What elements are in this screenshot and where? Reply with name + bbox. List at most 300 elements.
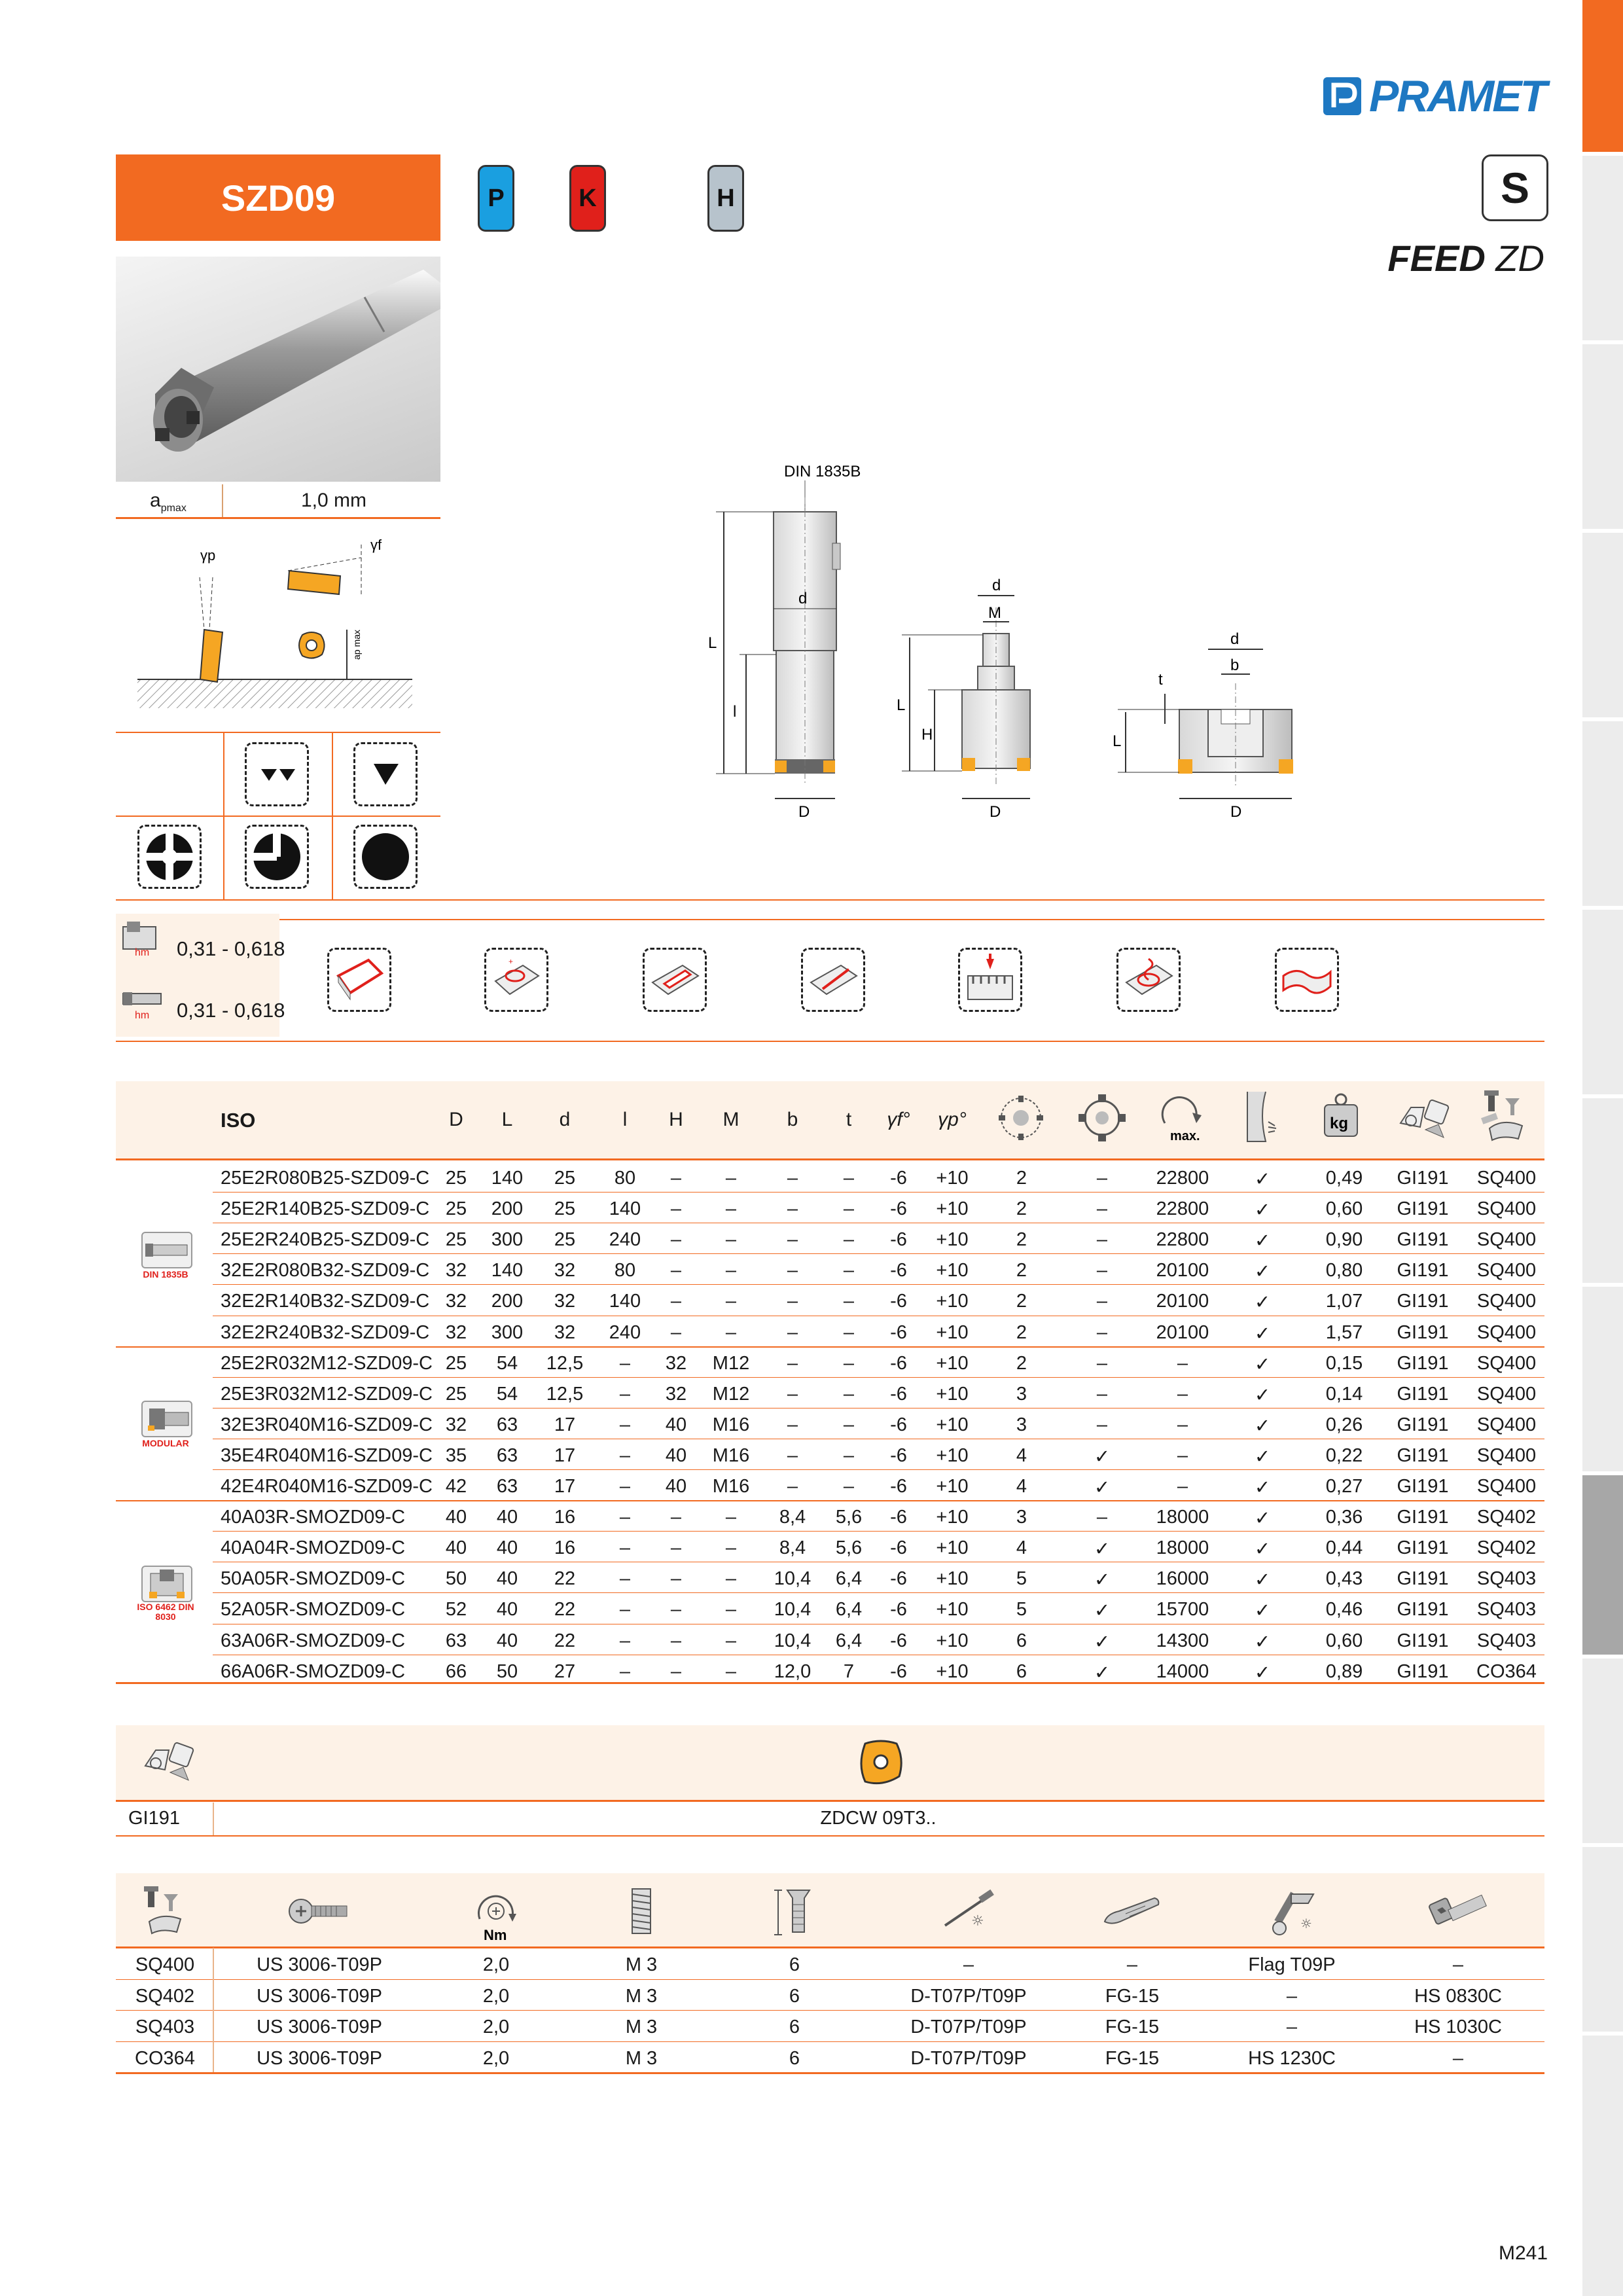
cell-b-value: 12,0: [774, 1660, 812, 1682]
cell-gamma-f: -6: [890, 1383, 907, 1405]
cell-b-value: 8,4: [779, 1537, 806, 1559]
cell-length-l: –: [619, 1599, 631, 1621]
hm-shank-icon: [120, 983, 164, 1020]
cell-gamma-f: -6: [890, 1476, 907, 1497]
torque-icon: [467, 1885, 526, 1947]
cell-iso-code: 66A06R-SMOZD09-C: [221, 1660, 406, 1682]
cell-length-l: –: [619, 1444, 631, 1466]
cell-gamma-p: +10: [936, 1660, 969, 1682]
acc-screw-length: 6: [789, 2017, 800, 2037]
cell-l-value: 140: [491, 1260, 524, 1282]
cell-m-thread: –: [725, 1198, 737, 1220]
cell-cooling-check: ✓: [1254, 1570, 1271, 1591]
cell-weight: 0,89: [1325, 1660, 1363, 1682]
cell-gamma-p: +10: [936, 1444, 969, 1466]
cell-b-value: –: [787, 1291, 798, 1312]
side-tab-active[interactable]: [1582, 0, 1623, 152]
cell-gamma-p: +10: [936, 1229, 969, 1251]
svg-text:D: D: [1230, 803, 1242, 821]
cell-length-l: 240: [609, 1229, 641, 1251]
cell-gamma-f: -6: [890, 1507, 907, 1528]
svg-text:l: l: [733, 703, 737, 721]
acc-thread: M 3: [625, 1985, 658, 2007]
cell-weight: 0,44: [1325, 1537, 1363, 1559]
cell-teeth: 6: [1016, 1630, 1027, 1651]
material-badge-h: H: [707, 165, 744, 232]
acc-parts-code: SQ400: [135, 1954, 195, 1975]
cell-h-value: –: [670, 1321, 682, 1343]
cell-l-value: 40: [496, 1507, 518, 1528]
cell-length-l: 140: [609, 1291, 641, 1312]
screw-length-icon: [772, 1885, 817, 1943]
cell-cooling-check: ✓: [1254, 1631, 1271, 1653]
cell-b-value: –: [787, 1229, 798, 1251]
screwdriver-icon: [936, 1885, 1001, 1941]
acc-key-handle: FG-15: [1105, 2047, 1160, 2069]
cell-parts-code: CO364: [1476, 1660, 1537, 1682]
cell-length-l: –: [619, 1507, 631, 1528]
cell-weight: 0,15: [1325, 1352, 1363, 1374]
side-tab-8[interactable]: [1582, 1287, 1623, 1471]
cell-h-value: –: [670, 1630, 682, 1651]
cell-iso-code: 25E2R140B25-SZD09-C: [221, 1198, 430, 1220]
cell-h-value: –: [670, 1568, 682, 1590]
ramping-single-icon: [353, 742, 418, 806]
acc-thread: M 3: [625, 2017, 658, 2037]
cell-teeth: 5: [1016, 1568, 1027, 1590]
cell-max-rpm: 22800: [1156, 1168, 1209, 1189]
cell-parts-code: SQ400: [1476, 1229, 1537, 1251]
cell-max-rpm: –: [1177, 1383, 1188, 1405]
cell-coolant: –: [1096, 1414, 1108, 1435]
cell-shank-d: 17: [554, 1476, 576, 1497]
cell-h-value: –: [670, 1537, 682, 1559]
cell-b-value: –: [787, 1383, 798, 1405]
col-M: M: [722, 1109, 740, 1130]
cell-iso-code: 32E2R140B32-SZD09-C: [221, 1291, 430, 1312]
cell-coolant: –: [1096, 1507, 1108, 1528]
svg-text:L: L: [897, 696, 906, 714]
teeth-count-icon: [995, 1092, 1047, 1144]
cell-h-value: 32: [665, 1352, 687, 1374]
cell-m-thread: –: [725, 1229, 737, 1251]
acc-screwdriver: D-T07P/T09P: [910, 1985, 1027, 2007]
ap-max-label: ap max: [351, 630, 362, 660]
cell-t-value: –: [843, 1291, 855, 1312]
cell-weight: 0,80: [1325, 1260, 1363, 1282]
cell-length-l: –: [619, 1476, 631, 1497]
cell-t-value: 6,4: [835, 1568, 863, 1590]
cell-l-value: 200: [491, 1198, 524, 1220]
side-tab-3[interactable]: [1582, 344, 1623, 529]
acc-screwdriver: D-T07P/T09P: [910, 2017, 1027, 2037]
cell-m-thread: M16: [712, 1476, 750, 1497]
cell-d-value: 35: [445, 1444, 467, 1466]
svg-text:t: t: [1158, 671, 1163, 689]
cell-t-value: –: [843, 1198, 855, 1220]
group-label-iso: ISO 6462 DIN 8030: [137, 1602, 194, 1622]
cell-t-value: –: [843, 1444, 855, 1466]
cell-cooling-check: ✓: [1254, 1323, 1271, 1344]
cell-cooling-check: ✓: [1254, 1354, 1271, 1375]
insert-band: [116, 1725, 1544, 1800]
cell-l-value: 40: [496, 1630, 518, 1651]
thread-icon: [622, 1885, 661, 1941]
svg-text:+: +: [508, 957, 514, 966]
cell-weight: 0,26: [1325, 1414, 1363, 1435]
cell-gamma-f: -6: [890, 1537, 907, 1559]
ap-label: $a_{pmax}$: [150, 490, 187, 514]
din-1835b-shank-icon: [141, 1232, 192, 1268]
acc-screwdriver: D-T07P/T09P: [910, 2047, 1027, 2069]
cell-parts-code: SQ403: [1476, 1568, 1537, 1590]
cell-t-value: 6,4: [835, 1630, 863, 1651]
cell-d-value: 32: [445, 1291, 467, 1312]
cell-insert-code: GI191: [1397, 1599, 1449, 1621]
cell-d-value: 42: [445, 1476, 467, 1497]
cell-m-thread: –: [725, 1321, 737, 1343]
acc-torque: 2,0: [482, 1954, 510, 1975]
cell-t-value: –: [843, 1414, 855, 1435]
svg-text:☼: ☼: [1300, 1916, 1312, 1931]
cell-l-value: 40: [496, 1599, 518, 1621]
cell-d-value: 63: [445, 1630, 467, 1651]
acc-flag-key: –: [1286, 1985, 1298, 2007]
cell-parts-code: SQ400: [1476, 1198, 1537, 1220]
side-tab-6[interactable]: [1582, 910, 1623, 1094]
cell-l-value: 54: [496, 1383, 518, 1405]
cell-shank-d: 25: [554, 1198, 576, 1220]
group-label-din: DIN 1835B: [143, 1269, 188, 1280]
cell-m-thread: M16: [712, 1444, 750, 1466]
cell-gamma-p: +10: [936, 1630, 969, 1651]
svg-text:☼: ☼: [971, 1913, 984, 1929]
cell-gamma-p: +10: [936, 1383, 969, 1405]
insert-ref-icon: [1394, 1090, 1453, 1149]
cell-iso-code: 25E2R032M12-SZD09-C: [221, 1352, 433, 1374]
cell-l-value: 63: [496, 1414, 518, 1435]
acc-screw-length: 6: [789, 1954, 800, 1975]
cell-max-rpm: –: [1177, 1352, 1188, 1374]
cell-cooling-check: ✓: [1254, 1261, 1271, 1283]
cell-b-value: –: [787, 1476, 798, 1497]
product-family: [1348, 237, 1544, 279]
svg-text:L: L: [708, 634, 717, 652]
cell-cooling-check: ✓: [1254, 1477, 1271, 1498]
cell-gamma-p: +10: [936, 1291, 969, 1312]
modular-icon: [141, 1401, 192, 1437]
cell-insert-code: GI191: [1397, 1537, 1449, 1559]
cell-length-l: –: [619, 1352, 631, 1374]
cell-cooling-check: ✓: [1254, 1662, 1271, 1683]
ap-row: [116, 484, 440, 519]
cell-t-value: –: [843, 1383, 855, 1405]
cell-coolant: ✓: [1094, 1570, 1111, 1591]
cell-m-thread: –: [725, 1291, 737, 1312]
cell-teeth: 4: [1016, 1444, 1027, 1466]
cell-shank-d: 22: [554, 1630, 576, 1651]
cell-iso-code: 25E2R240B25-SZD09-C: [221, 1229, 430, 1251]
cell-parts-code: SQ400: [1476, 1168, 1537, 1189]
zdcw-insert-icon: [853, 1736, 908, 1791]
cell-coolant: ✓: [1094, 1446, 1111, 1467]
acc-torque: 2,0: [482, 2017, 510, 2037]
cell-max-rpm: –: [1177, 1476, 1188, 1497]
acc-torque: 2,0: [482, 2047, 510, 2069]
cell-l-value: 54: [496, 1352, 518, 1374]
cell-shank-d: 25: [554, 1229, 576, 1251]
gamma-f-label: γf: [370, 537, 382, 553]
brand-logo: [1321, 73, 1547, 122]
cell-iso-code: 50A05R-SMOZD09-C: [221, 1568, 406, 1590]
cell-cooling-check: ✓: [1254, 1415, 1271, 1437]
cell-b-value: –: [787, 1260, 798, 1282]
cell-gamma-f: -6: [890, 1352, 907, 1374]
cell-teeth: 2: [1016, 1352, 1027, 1374]
cell-t-value: –: [843, 1321, 855, 1343]
cell-d-value: 25: [445, 1168, 467, 1189]
cell-teeth: 2: [1016, 1321, 1027, 1343]
hm-value-1: 0,31 - 0,618: [177, 937, 285, 960]
cell-h-value: 32: [665, 1383, 687, 1405]
cell-teeth: 2: [1016, 1229, 1027, 1251]
shell-mill-icon: [141, 1566, 192, 1602]
cell-h-value: –: [670, 1168, 682, 1189]
cell-cooling-check: ✓: [1254, 1508, 1271, 1530]
cell-weight: 0,43: [1325, 1568, 1363, 1590]
cell-gamma-p: +10: [936, 1168, 969, 1189]
cell-coolant: ✓: [1094, 1631, 1111, 1653]
cell-l-value: 40: [496, 1568, 518, 1590]
side-tab-current[interactable]: [1582, 1475, 1623, 1655]
cell-m-thread: –: [725, 1568, 737, 1590]
cell-iso-code: 32E2R240B32-SZD09-C: [221, 1321, 430, 1343]
cell-insert-code: GI191: [1397, 1260, 1449, 1282]
coolant-hole-icon: [1240, 1089, 1285, 1148]
col-gamma-f: γf°: [887, 1109, 910, 1130]
spare-parts-icon-2: [139, 1885, 191, 1941]
cell-weight: 1,57: [1325, 1321, 1363, 1343]
cell-max-rpm: 20100: [1156, 1321, 1209, 1343]
acc-insert-screw: US 3006-T09P: [257, 2047, 382, 2069]
acc-thread: M 3: [625, 2047, 658, 2069]
cell-gamma-f: -6: [890, 1291, 907, 1312]
cell-l-value: 200: [491, 1291, 524, 1312]
cell-l-value: 300: [491, 1321, 524, 1343]
acc-screw-length: 6: [789, 1985, 800, 2007]
cell-cooling-check: ✓: [1254, 1446, 1271, 1467]
cell-gamma-f: -6: [890, 1444, 907, 1466]
cell-cooling-check: ✓: [1254, 1384, 1271, 1406]
cell-shank-d: 17: [554, 1414, 576, 1435]
family-bold: FEED: [1387, 238, 1486, 279]
cell-gamma-p: +10: [936, 1352, 969, 1374]
acc-insert-screw: US 3006-T09P: [257, 2017, 382, 2037]
cell-max-rpm: –: [1177, 1444, 1188, 1466]
page-number: M241: [1499, 2242, 1548, 2264]
cell-gamma-p: +10: [936, 1537, 969, 1559]
cell-h-value: 40: [665, 1476, 687, 1497]
cell-length-l: 80: [614, 1168, 636, 1189]
cell-length-l: –: [619, 1660, 631, 1682]
cell-cooling-check: ✓: [1254, 1292, 1271, 1314]
cell-length-l: 80: [614, 1260, 636, 1282]
insert-key: GI191: [128, 1808, 180, 1829]
cell-weight: 0,46: [1325, 1599, 1363, 1621]
acc-parts-code: SQ402: [135, 1985, 195, 2007]
cell-insert-code: GI191: [1397, 1568, 1449, 1590]
cell-h-value: –: [670, 1660, 682, 1682]
cell-m-thread: M12: [712, 1383, 750, 1405]
side-tab-10[interactable]: [1582, 1659, 1623, 1843]
cell-length-l: –: [619, 1630, 631, 1651]
col-t: t: [846, 1109, 852, 1130]
col-l: l: [622, 1109, 628, 1130]
helical-pocket-icon: [1116, 948, 1181, 1012]
cell-insert-code: GI191: [1397, 1507, 1449, 1528]
cell-m-thread: M16: [712, 1414, 750, 1435]
side-tab-4[interactable]: [1582, 533, 1623, 717]
cell-d-value: 32: [445, 1414, 467, 1435]
cell-insert-code: GI191: [1397, 1476, 1449, 1497]
cell-max-rpm: 18000: [1156, 1507, 1209, 1528]
cell-coolant: ✓: [1094, 1600, 1111, 1622]
col-iso: ISO: [221, 1109, 256, 1132]
cell-coolant: –: [1096, 1291, 1108, 1312]
cell-shank-d: 17: [554, 1444, 576, 1466]
cell-insert-code: GI191: [1397, 1168, 1449, 1189]
cell-weight: 1,07: [1325, 1291, 1363, 1312]
side-tab-12[interactable]: [1582, 2036, 1623, 2296]
cell-insert-code: GI191: [1397, 1414, 1449, 1435]
cell-b-value: 10,4: [774, 1630, 812, 1651]
cell-gamma-f: -6: [890, 1198, 907, 1220]
cell-iso-code: 35E4R040M16-SZD09-C: [221, 1444, 433, 1466]
category-badge: S: [1482, 154, 1548, 221]
cell-m-thread: –: [725, 1537, 737, 1559]
hex-screw-icon: [1425, 1885, 1491, 1941]
cell-h-value: –: [670, 1260, 682, 1282]
cell-b-value: 10,4: [774, 1599, 812, 1621]
acc-key-handle: –: [1126, 1954, 1138, 1975]
acc-insert-screw: US 3006-T09P: [257, 1954, 382, 1975]
col-d: d: [559, 1109, 571, 1130]
cell-insert-code: GI191: [1397, 1198, 1449, 1220]
cell-parts-code: SQ402: [1476, 1507, 1537, 1528]
col-gamma-p: γp°: [938, 1109, 967, 1130]
col-D: D: [449, 1109, 463, 1130]
shoulder-icon: [801, 948, 865, 1012]
cell-t-value: –: [843, 1260, 855, 1282]
gamma-p-label: γp: [200, 547, 216, 564]
cell-parts-code: SQ400: [1476, 1476, 1537, 1497]
acc-hex-screw: HS 0830C: [1414, 1985, 1502, 2007]
svg-text:hm: hm: [135, 1010, 150, 1020]
brand-name: PRAMET: [1369, 71, 1546, 121]
cell-iso-code: 25E3R032M12-SZD09-C: [221, 1383, 433, 1405]
profiling-icon: [1275, 948, 1339, 1012]
acc-screwdriver: –: [963, 1954, 974, 1975]
cell-max-rpm: 22800: [1156, 1198, 1209, 1220]
cell-gamma-f: -6: [890, 1599, 907, 1621]
cell-m-thread: –: [725, 1260, 737, 1282]
din-label: DIN 1835B: [784, 463, 861, 480]
max-rpm-icon: [1153, 1090, 1212, 1149]
cell-insert-code: GI191: [1397, 1444, 1449, 1466]
cell-gamma-f: -6: [890, 1568, 907, 1590]
side-tab-2[interactable]: [1582, 156, 1623, 340]
cell-coolant: –: [1096, 1168, 1108, 1189]
hm-face-icon: [120, 920, 160, 957]
svg-text:D: D: [798, 803, 810, 821]
cell-shank-d: 32: [554, 1260, 576, 1282]
cell-weight: 0,90: [1325, 1229, 1363, 1251]
cell-h-value: –: [670, 1291, 682, 1312]
cell-iso-code: 32E2R080B32-SZD09-C: [221, 1260, 430, 1282]
flag-key-icon: [1262, 1885, 1321, 1943]
cell-h-value: –: [670, 1198, 682, 1220]
cell-iso-code: 40A04R-SMOZD09-C: [221, 1537, 406, 1559]
cell-d-value: 40: [445, 1537, 467, 1559]
cell-length-l: 240: [609, 1321, 641, 1343]
cell-shank-d: 16: [554, 1507, 576, 1528]
cell-length-l: –: [619, 1568, 631, 1590]
cell-d-value: 40: [445, 1507, 467, 1528]
side-tab-11[interactable]: [1582, 1847, 1623, 2032]
weight-icon: [1318, 1092, 1364, 1144]
cell-l-value: 63: [496, 1476, 518, 1497]
cell-cooling-check: ✓: [1254, 1200, 1271, 1221]
cell-b-value: –: [787, 1198, 798, 1220]
col-L: L: [501, 1109, 513, 1130]
cell-parts-code: SQ400: [1476, 1260, 1537, 1282]
group-label-modular: MODULAR: [142, 1438, 189, 1448]
cell-shank-d: 12,5: [546, 1352, 584, 1374]
cell-gamma-p: +10: [936, 1414, 969, 1435]
svg-text:L: L: [1113, 732, 1122, 750]
cell-weight: 0,60: [1325, 1630, 1363, 1651]
cell-teeth: 2: [1016, 1291, 1027, 1312]
svg-text:hm: hm: [135, 947, 150, 957]
cell-max-rpm: 20100: [1156, 1291, 1209, 1312]
cell-teeth: 6: [1016, 1660, 1027, 1682]
svg-text:d: d: [798, 590, 808, 607]
cell-l-value: 50: [496, 1660, 518, 1682]
cell-weight: 0,49: [1325, 1168, 1363, 1189]
cell-max-rpm: 15700: [1156, 1599, 1209, 1621]
acc-flag-key: –: [1286, 2017, 1298, 2037]
cell-parts-code: SQ403: [1476, 1630, 1537, 1651]
cell-h-value: –: [670, 1507, 682, 1528]
cell-max-rpm: 22800: [1156, 1229, 1209, 1251]
side-tab-7[interactable]: [1582, 1098, 1623, 1283]
acc-torque: 2,0: [482, 1985, 510, 2007]
acc-key-handle: FG-15: [1105, 2017, 1160, 2037]
cell-t-value: –: [843, 1168, 855, 1189]
svg-text:H: H: [921, 726, 933, 744]
cell-gamma-p: +10: [936, 1476, 969, 1497]
cell-iso-code: 40A03R-SMOZD09-C: [221, 1507, 406, 1528]
side-tab-5[interactable]: [1582, 721, 1623, 906]
material-badge-p: P: [478, 165, 514, 232]
max-label: max.: [1170, 1129, 1200, 1143]
cell-shank-d: 32: [554, 1321, 576, 1343]
geometry-diagram: [131, 531, 419, 721]
acc-hex-screw: –: [1452, 2047, 1464, 2069]
cell-m-thread: –: [725, 1630, 737, 1651]
cell-gamma-f: -6: [890, 1630, 907, 1651]
cell-insert-code: GI191: [1397, 1383, 1449, 1405]
